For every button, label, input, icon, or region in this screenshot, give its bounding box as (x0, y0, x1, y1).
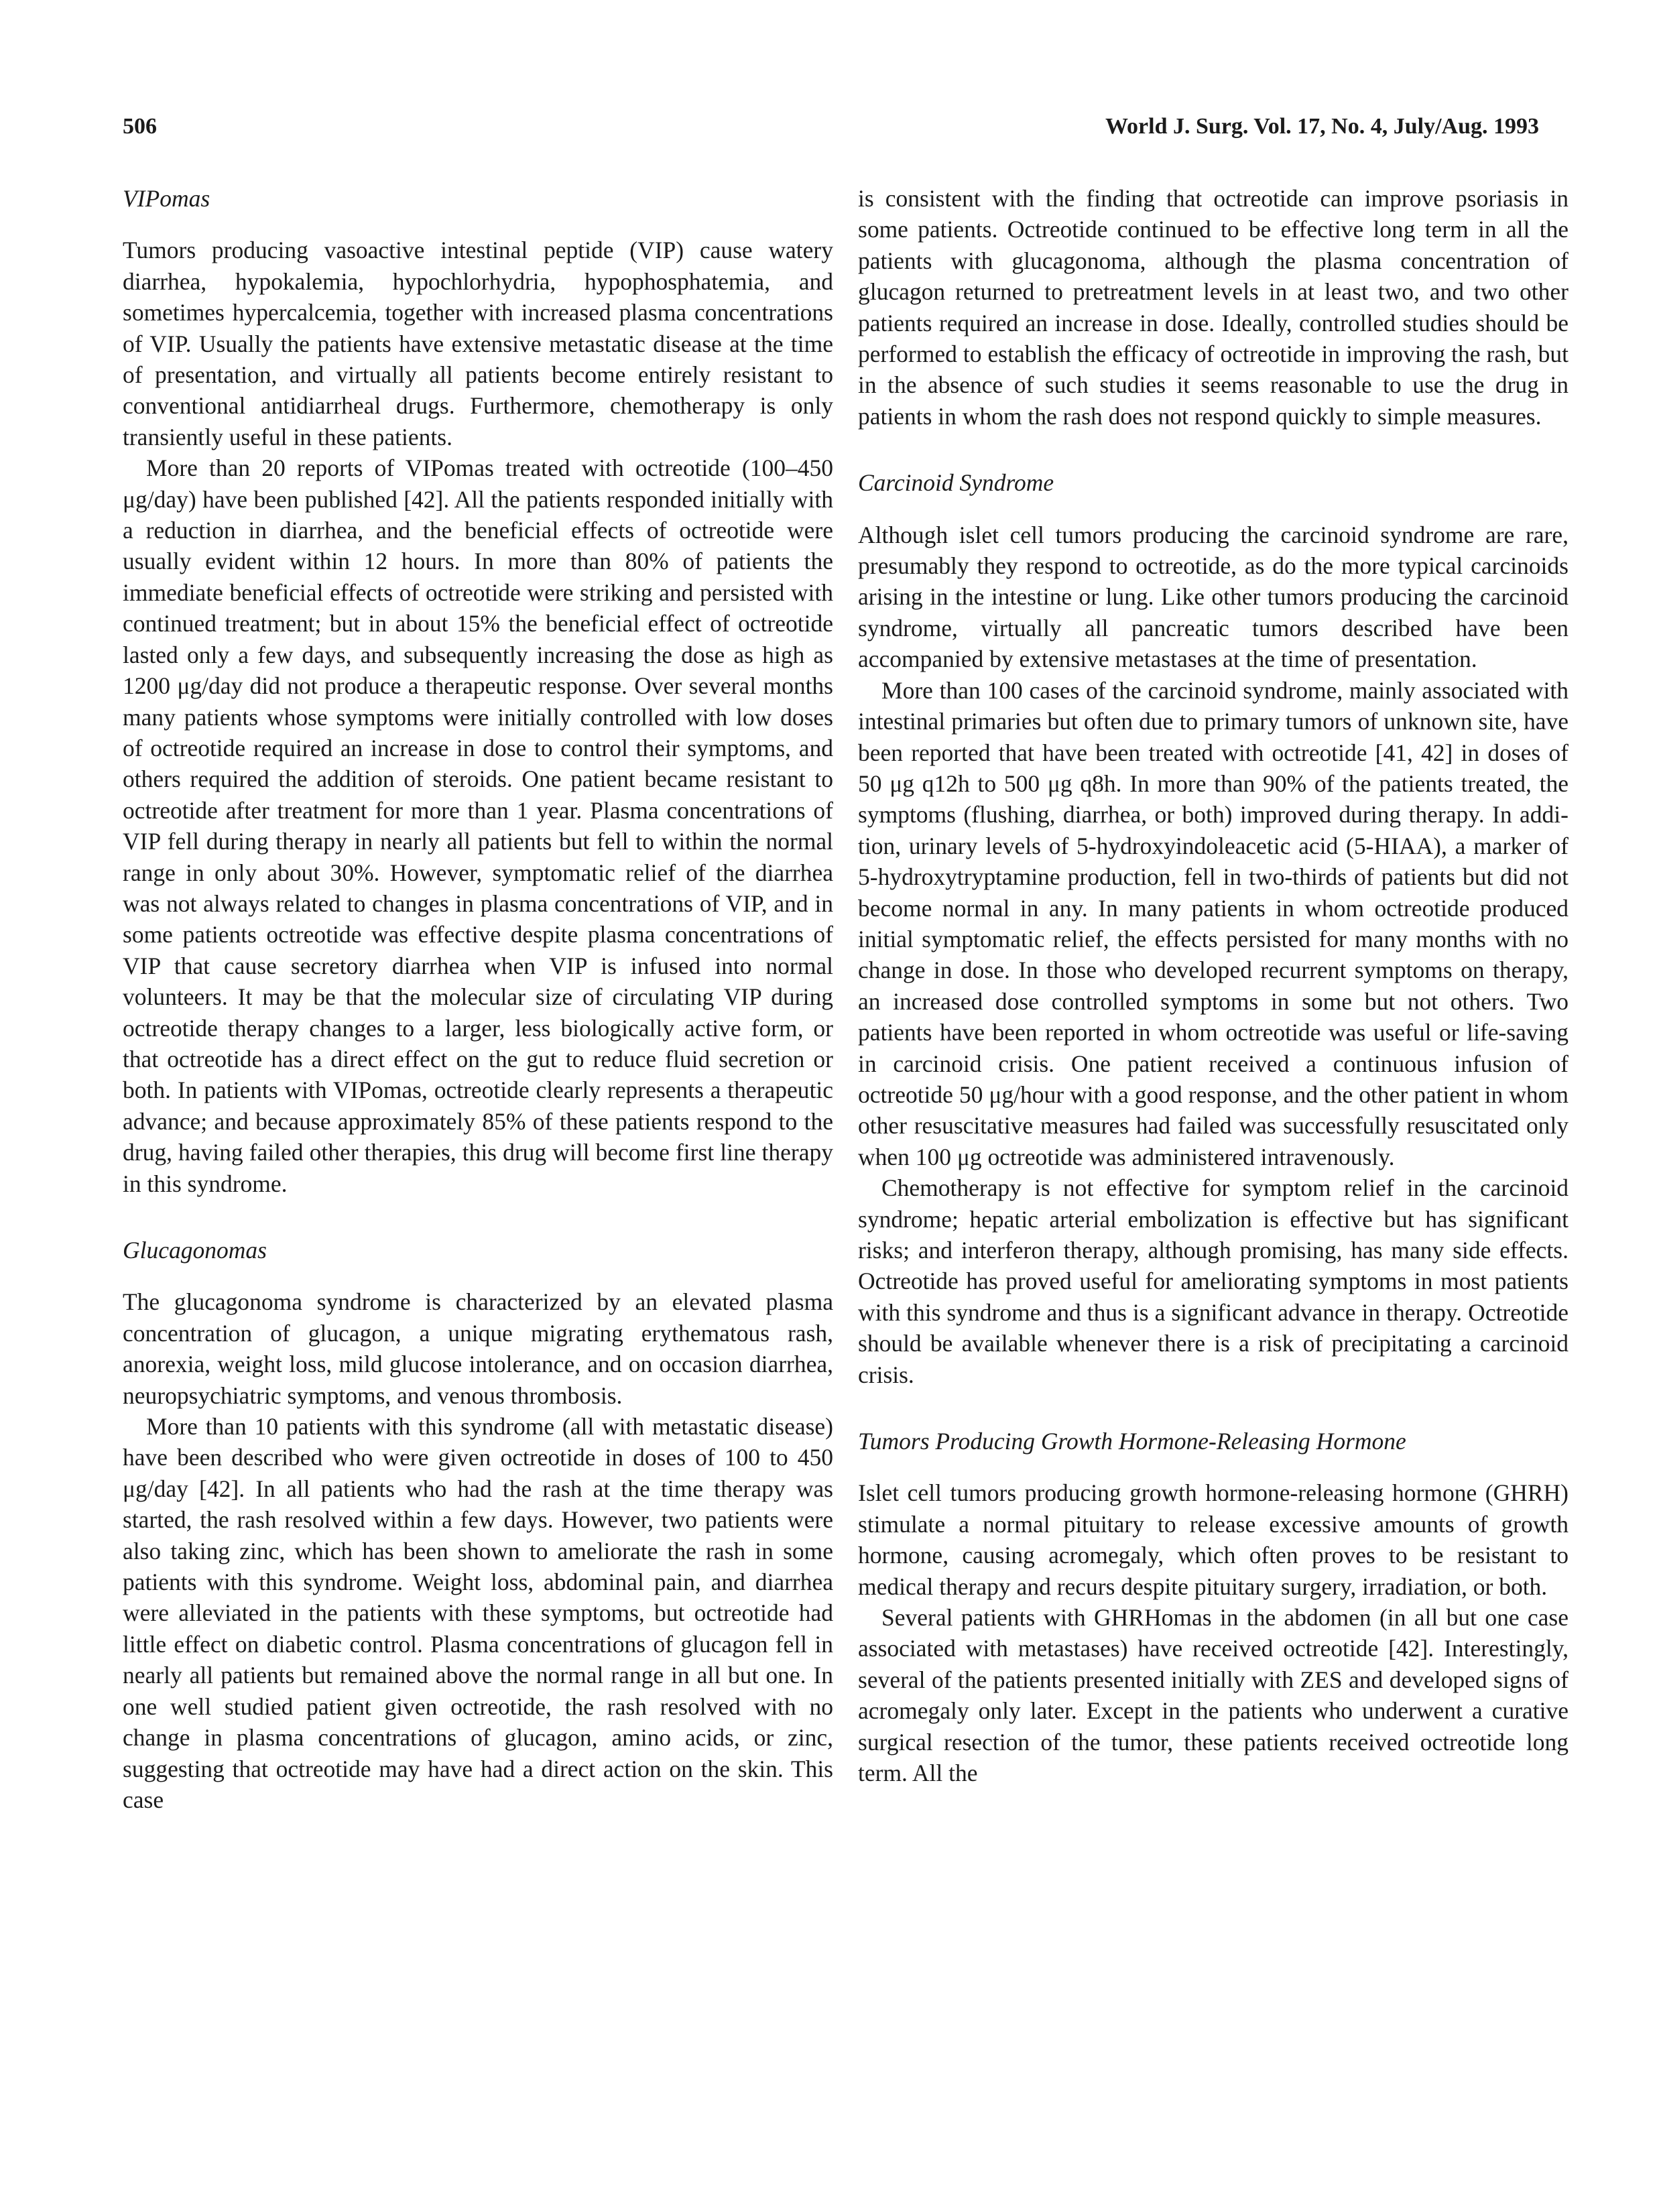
paragraph: More than 10 patients with this syndrome (all with metastatic disease) have been described who were given octreotide in doses of 100 to 450 μg/day [42]. In all patients who had the rash at the time therapy was started, the rash resolved within a few days. However, two patients were also taking zinc, which has been shown to ameliorate the rash in some patients with this syndrome. Weight loss, abdominal pain, and diarrhea were alleviated in the patients with these symptoms, but octreotide had little effect on diabetic control. Plasma concentrations of glucagon fell in nearly all patients but remained above the normal range in all but one. In one well studied patient given octreotide, the rash resolved with no change in plasma concentrations of glucagon, amino acids, or zinc, suggesting that octreotide may have had a direct action on the skin. This case (123, 1413, 833, 1813)
journal-citation: World J. Surg. Vol. 17, No. 4, July/Aug. 1993 (1105, 114, 1539, 139)
paragraph: More than 20 reports of VIPomas treated with octreotide (100–450 μg/day) have been published [42]. All the patients responded initially with a reduction in diarrhea, and the beneficial effects of octreotide were usually evident within 12 hours. In more than 80% of patients the immediate beneficial effects of octreotide were striking and persisted with continued treatment; but in about 15% the beneficial effect of octreotide lasted only a few days, and subsequently increasing the dose as high as 1200 μg/day did not produce a therapeutic response. Over several months many patients whose symptoms were initially controlled with low doses of octreotide required an increase in dose to control their symptoms, and others required the addition of steroids. One patient became resistant to octreotide after treatment for more than 1 year. Plasma concentrations of VIP fell during therapy in nearly all patients but fell to within the normal range in only about 30%. However, symptomatic relief of the diarrhea was not always related to changes in plasma concentrations of VIP, and in some patients octreotide was effective despite plasma concentrations of VIP that cause secretory diarrhea when VIP is infused into normal volunteers. It may be that the molecular size of circulating VIP during octreotide therapy changes to a larger, less biologically active form, or that octreotide has a direct effect on the gut to reduce fluid secretion or both. In patients with VIPomas, octreotide clearly represents a therapeutic advance; and because approximately 85% of these patients respond to the drug, having failed other therapies, this drug will become first line therapy in this syndrome. (123, 454, 833, 1197)
left-column (123, 183, 833, 1815)
paragraph: More than 100 cases of the carcinoid syndrome, mainly associated with intestinal primaries but often due to primary tumors of unknown site, have been reported that have been treated with octreotide [41, 42] in doses of 50 μg q12h to 500 μg q8h. In more than 90% of the patients treated, the symptoms (flushing, diarrhea, or both) improved during therapy. In addition, urinary levels of 5-hydroxyindoleacetic acid (5-HIAA), a marker of 5-hydroxytryptamine production, fell in two-thirds of patients but did not become normal in any. In many patients in whom octreotide produced initial symptomatic relief, the effects persisted for many months with no change in dose. In those who developed recurrent symptoms on therapy, an increased dose controlled symptoms in some but not others. Two patients have been reported in whom octreotide was useful or life-saving in carcinoid crisis. One patient received a continuous infusion of octreotide 50 μg/hour with a good response, and the other patient in whom other resuscitative measures had failed was successfully resuscitated only when 100 μg octreotide was administered intravenously. (858, 676, 1569, 1170)
paragraph: The glucagonoma syndrome is characterized by an elevated plasma concentration of glucagon, a unique migrating erythematous rash, anorexia, weight loss, mild glucose intolerance, and on occasion diarrhea, neuropsychiatric symptoms, and venous thrombosis. (123, 1288, 833, 1409)
section-heading-ghrh-tumors: Tumors Producing Growth Hormone-Releasing Hormone (858, 1428, 1406, 1455)
section-heading-carcinoid-syndrome: Carcinoid Syndrome (858, 469, 1054, 497)
paragraph: Islet cell tumors producing growth hormone-releasing hormone (GHRH) stimulate a normal pituitary to release excessive amounts of growth hormone, causing acromegaly, which often proves to be resistant to medical therapy and recurs despite pituitary surgery, irradiation, or both. (858, 1479, 1569, 1600)
paragraph: Tumors producing vasoactive intestinal peptide (VIP) cause watery diarrhea, hypokalemia, hypochlorhydria, hypophosphatemia, and sometimes hypercalcemia, together with increased plasma concentrations of VIP. Usually the patients have extensive metastatic disease at the time of presentation, and virtually all patients become entirely resistant to conventional antidiarrheal drugs. Furthermore, chemotherapy is only transiently useful in these patients. (123, 237, 833, 450)
paragraph: Chemotherapy is not effective for symptom relief in the carcinoid syndrome; hepatic arterial embolization is effective but has significant risks; and interferon therapy, although promising, has many side effects. Octreotide has proved useful for ameliorating symptoms in most patients with this syndrome and thus is a significant advance in therapy. Octreotide should be available whenever there is a risk of precipitating a carcinoid crisis. (858, 1174, 1569, 1388)
paragraph: Although islet cell tumors producing the carcinoid syndrome are rare, presumably they respond to octreotide, as do the more typical carcinoids arising in the intestine or lung. Like other tumors producing the carcinoid syndrome, virtually all pancreatic tumors described have been accompanied by extensive metastases at the time of presentation. (858, 521, 1569, 673)
section-heading-vipomas: VIPomas (123, 185, 210, 212)
paragraph: Several patients with GHRHomas in the abdomen (in all but one case associated with metastases) have received octreotide [42]. Interestingly, several of the patients presented initially with ZES and developed signs of acromegaly only later. Except in the patients who underwent a curative surgical resection of the tumor, these patients received octreotide long term. All the (858, 1604, 1569, 1787)
page-number: 506 (123, 114, 157, 139)
section-heading-glucagonomas: Glucagonomas (123, 1237, 267, 1264)
right-column (858, 183, 1569, 1789)
paragraph: is consistent with the finding that octreotide can improve psoriasis in some patients. Octreotide continued to be effective long term in all the patients with glucagonoma, although the plasma concentration of glucagon returned to pretreatment levels in at least two, and two other patients required an increase in dose. Ideally, controlled studies should be performed to establish the efficacy of octreotide in improving the rash, but in the absence of such studies it seems reasonable to use the drug in patients in whom the rash does not respond quickly to simple measures. (858, 185, 1569, 430)
